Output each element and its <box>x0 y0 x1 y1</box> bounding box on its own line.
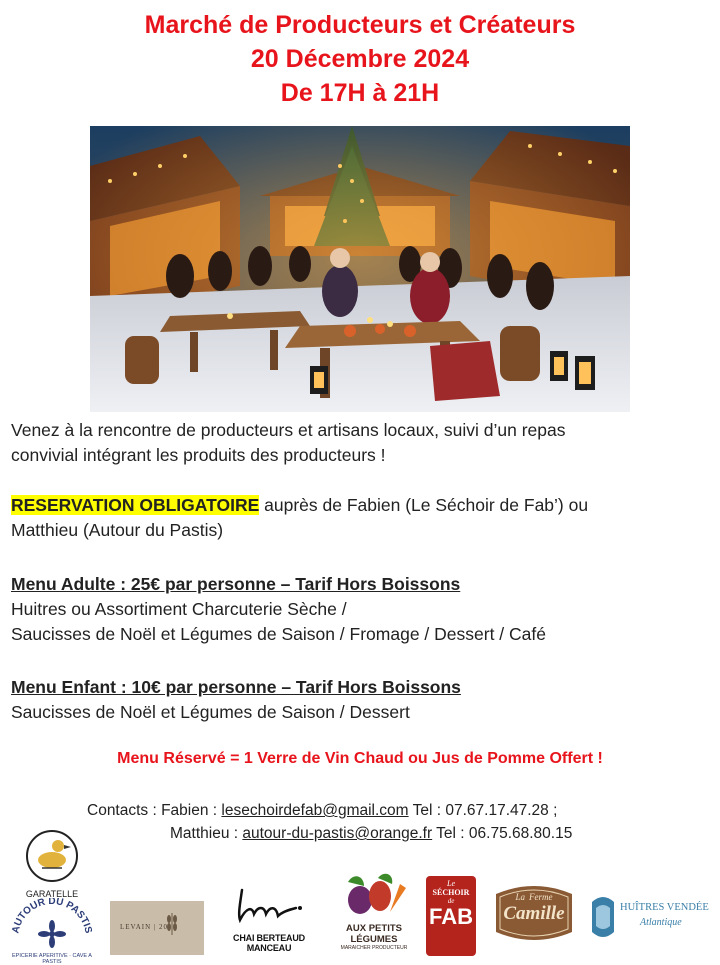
intro-text <box>11 418 566 468</box>
menu-adulte <box>11 572 546 647</box>
chai-text: CHAI BERTEAUD MANCEAU <box>233 933 305 953</box>
logo-ferme-camille <box>488 880 580 946</box>
petits-legumes-sub: MARAICHER PRODUCTEUR <box>340 945 408 951</box>
garatelle-text: GARATELLE <box>25 889 79 899</box>
reservation-highlight: RESERVATION OBLIGATOIRE <box>11 495 260 515</box>
sechoir-line-4: FAB <box>429 904 473 929</box>
pastis-flower-icon <box>6 898 98 948</box>
camille-line-2: Ferme <box>529 892 553 902</box>
event-date: 20 Décembre 2024 <box>250 45 470 73</box>
levain-text: LEVAIN | 20 <box>120 923 169 931</box>
huitres-line-2: Atlantique <box>640 917 682 928</box>
sechoir-line-2: SÉCHOIR <box>432 888 470 897</box>
contact-fabien <box>87 802 557 820</box>
vegetables-icon <box>334 872 414 918</box>
pastis-arc-text: AUTOUR DU PASTIS <box>10 898 94 935</box>
reservation-rest: auprès de Fabien (Le Séchoir de Fab’) ou <box>259 495 589 515</box>
signature-icon <box>212 884 326 928</box>
email-link-matthieu[interactable]: autour-du-pastis@orange.fr <box>242 825 433 842</box>
garatelle-bird-icon <box>22 826 82 884</box>
pastis-sub-text: EPICERIE APERITIVE · CAVE A PASTIS <box>12 953 92 965</box>
petits-legumes-line-1: AUX PETITS <box>346 923 402 934</box>
camille-line-1: La <box>515 892 525 902</box>
logo-levain <box>110 901 204 955</box>
logo-huitres-vendee <box>588 890 718 946</box>
sechoir-line-3: de <box>447 897 455 905</box>
email-link-fabien[interactable]: lesechoirdefab@gmail.com <box>221 802 409 819</box>
camille-line-3: Camille <box>503 903 565 924</box>
logo-autour-du-pastis <box>6 898 98 965</box>
event-hours: De 17H à 21H <box>280 79 440 107</box>
huitres-line-1: HUÎTRES VENDÉE <box>620 902 709 913</box>
sechoir-line-1: Le <box>447 879 455 888</box>
intro-line-1: Venez à la rencontre de producteurs et artisans locaux, suivi d’un repas <box>11 420 566 440</box>
logo-chai-berteaud <box>212 884 326 953</box>
title-block <box>0 8 720 110</box>
menu-enfant-heading: Menu Enfant : 10€ par personne – Tarif Hors Boissons <box>11 677 461 697</box>
contact-fabien-tel: Tel : 07.67.17.47.28 ; <box>408 802 558 819</box>
menu-adulte-line-1: Huitres ou Assortiment Charcuterie Sèche / <box>11 599 347 619</box>
reservation-line-1 <box>11 493 588 518</box>
menu-adulte-heading: Menu Adulte : 25€ par personne – Tarif Hors Boissons <box>11 574 461 594</box>
reservation-text <box>11 493 588 543</box>
menu-enfant <box>11 675 461 725</box>
menu-enfant-line-1: Saucisses de Noël et Légumes de Saison / Dessert <box>11 702 410 722</box>
page-title: Marché de Producteurs et Créateurs <box>144 11 576 39</box>
oyster-icon <box>588 892 618 942</box>
offer-text: Menu Réservé = 1 Verre de Vin Chaud ou Jus de Pomme Offert ! <box>117 750 603 767</box>
menu-adulte-line-2: Saucisses de Noël et Légumes de Saison / Fromage / Dessert / Café <box>11 624 546 644</box>
contact-matthieu-label: Matthieu : <box>170 825 243 842</box>
reservation-line-2: Matthieu (Autour du Pastis) <box>11 520 224 540</box>
hero-image <box>90 126 630 412</box>
contact-matthieu-tel: Tel : 06.75.68.80.15 <box>432 825 573 842</box>
logo-aux-petits-legumes <box>334 872 414 958</box>
contact-matthieu <box>170 825 572 843</box>
petits-legumes-line-2: LÉGUMES <box>350 934 398 945</box>
contact-fabien-label: Contacts : Fabien : <box>87 802 222 819</box>
intro-line-2: convivial intégrant les produits des producteurs ! <box>11 445 386 465</box>
logo-sechoir-de-fab <box>426 876 476 956</box>
logo-garatelle <box>22 826 82 899</box>
